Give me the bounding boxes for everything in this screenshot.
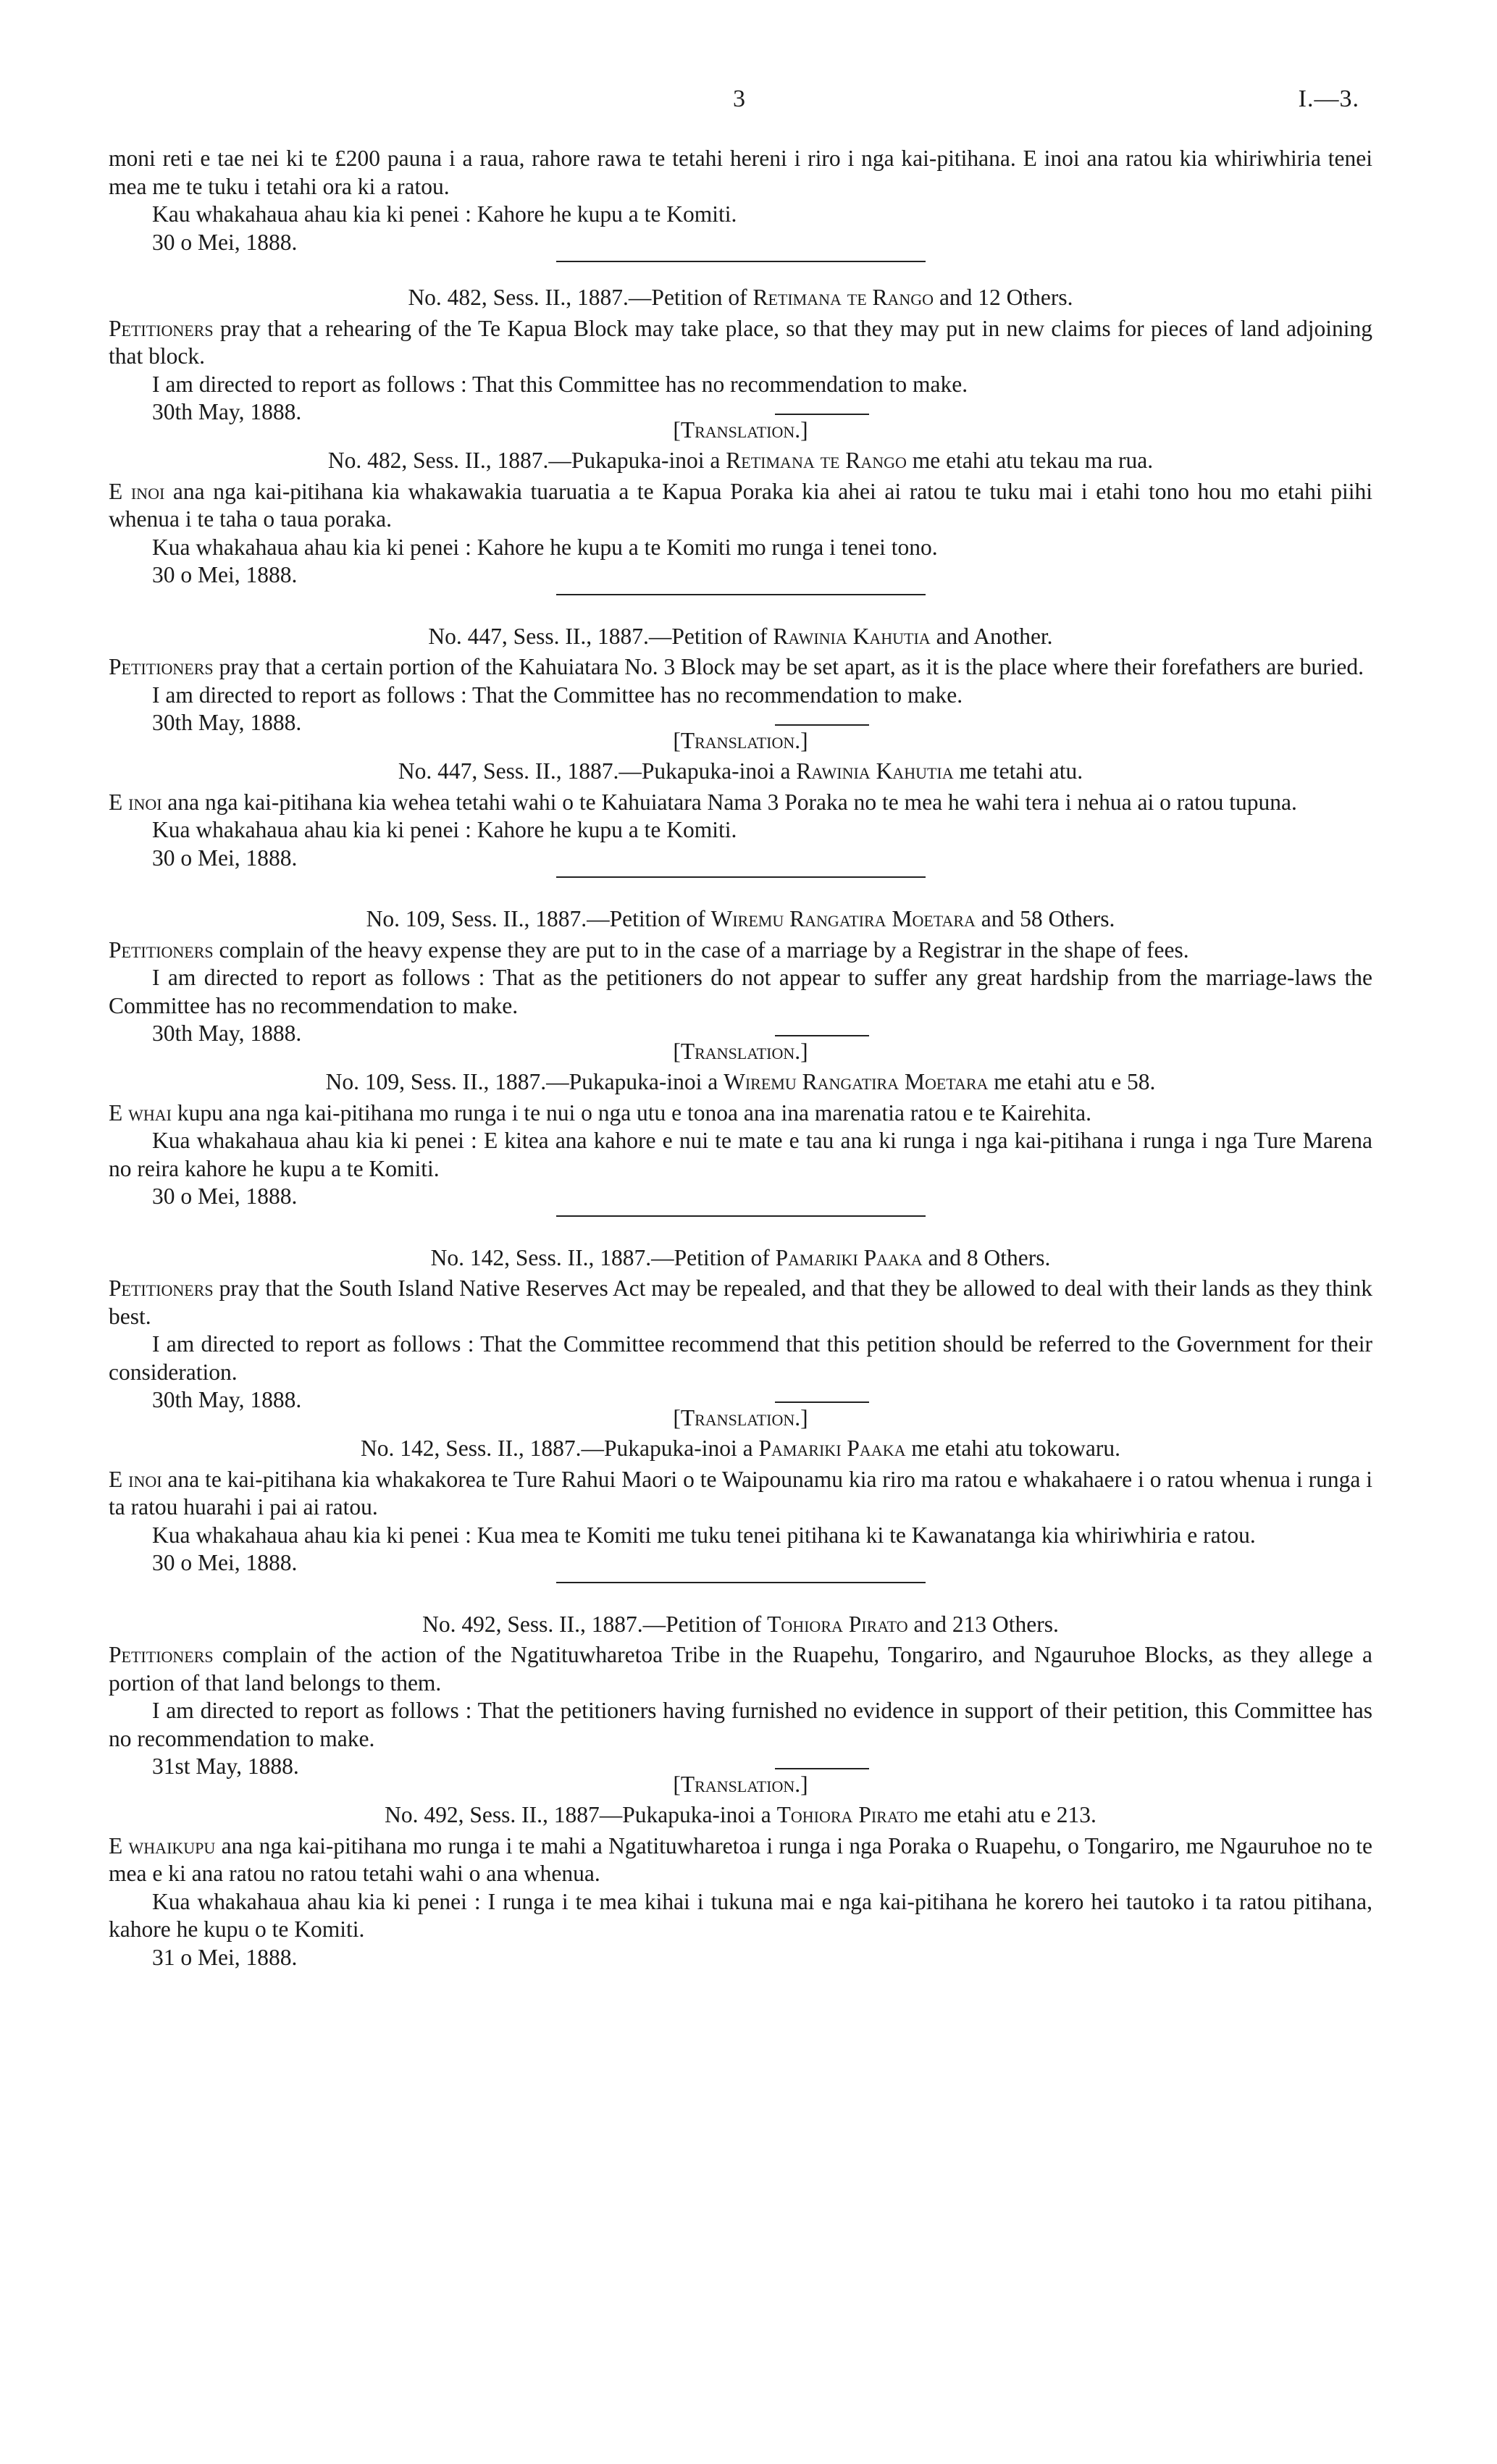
translation-date: 31 o Mei, 1888. [152, 1944, 298, 1970]
petition-body: Petitioners pray that a rehearing of the Te Kapua Block may take place, so that they may put in new claims for pieces of land adjoining that block. [109, 315, 1372, 369]
document-body [109, 145, 1372, 1971]
section-divider [556, 1582, 926, 1583]
translation-body: E inoi ana te kai-pitihana kia whakakorea te Ture Rahui Maori o te Waipounamu kia riro ma ratou e whakahaere i o ratou whenua i runga i ta ratou huarahi i pai ai ratou. [109, 1466, 1372, 1520]
translation-heading: [Translation.] [673, 1771, 808, 1797]
translation-body: E inoi ana nga kai-pitihana kia wehea tetahi wahi o te Kahuiatara Nama 3 Poraka no te mea he wahi tera i nehua ai o ratou tupuna. [109, 789, 1297, 815]
petition-body: Petitioners pray that the South Island Native Reserves Act may be repealed, and that they be allowed to deal with their lands as they think best. [109, 1275, 1372, 1329]
report-date: 30th May, 1888. [152, 399, 302, 424]
section-divider [556, 1215, 926, 1217]
translation-body: E whai kupu ana nga kai-pitihana mo runga i te nui o nga utu e tonoa ana ina marenatia ratou e te Kairehita. [109, 1099, 1092, 1126]
committee-report: I am directed to report as follows : That the Committee has no recommendation to make. [152, 682, 963, 708]
petitioner-name: Retimana te Rango [752, 285, 934, 310]
petition-body: Petitioners pray that a certain portion of the Kahuiatara No. 3 Block may be set apart, as it is the place where their forefathers are buried. [109, 654, 1364, 679]
opening-report: Kau whakahaua ahau kia ki penei : Kahore he kupu a te Komiti. [152, 201, 737, 227]
translation-body: E inoi ana nga kai-pitihana kia whakawakia tuaruatia a te Kapua Poraka kia ahei ai ratou te tuku mai i etahi tono hou mo etahi piihi whenua i te taha o taua poraka. [109, 478, 1372, 532]
petition-title: No. 482, Sess. II., 1887.—Petition of Retimana te Rango and 12 Others. [408, 285, 1073, 310]
petitioner-name: Rawinia Kahutia [773, 623, 931, 649]
translation-heading: [Translation.] [673, 1404, 808, 1430]
petition-section [109, 1244, 1372, 1583]
petitioner-name: Pamariki Paaka [775, 1244, 923, 1270]
translation-heading: [Translation.] [673, 416, 808, 443]
section-divider [556, 876, 926, 878]
translation-title: No. 447, Sess. II., 1887.—Pukapuka-inoi a Rawinia Kahutia me tetahi atu. [398, 758, 1083, 784]
translation-heading: [Translation.] [673, 1038, 808, 1064]
report-date: 31st May, 1888. [152, 1753, 299, 1779]
short-divider [775, 1768, 869, 1769]
opening-paragraph: moni reti e tae nei ki te £200 pauna i a raua, rahore rawa te tetahi hereni i riro i nga kai-pitihana. E inoi ana ratou kia whiriwhiria tenei mea me te tuku i tetahi ora ki a ratou. [109, 146, 1372, 199]
translation-date: 30 o Mei, 1888. [152, 845, 298, 871]
translation-heading: [Translation.] [673, 727, 808, 753]
translation-date: 30 o Mei, 1888. [152, 1550, 298, 1575]
short-divider [775, 1035, 869, 1036]
translation-report: Kua whakahaua ahau kia ki penei : E kitea ana kahore e nui te mate e tau ana ki runga i nga kai-pitihana i runga i nga Ture Marena no reira kahore he kupu a te Komiti. [109, 1128, 1372, 1181]
section-divider [556, 594, 926, 595]
committee-report: I am directed to report as follows : That this Committee has no recommendation to make. [152, 371, 968, 397]
translation-report: Kua whakahaua ahau kia ki penei : I runga i te mea kihai i tukuna mai e nga kai-pitihana he korero hei tautoko i ta ratou pitihana, kahore he kupu o te Komiti. [109, 1888, 1372, 1942]
petition-section [109, 623, 1372, 879]
translation-date: 30 o Mei, 1888. [152, 562, 298, 587]
petition-title: No. 142, Sess. II., 1887.—Petition of Pamariki Paaka and 8 Others. [430, 1244, 1051, 1270]
report-date: 30th May, 1888. [152, 710, 302, 735]
short-divider [775, 724, 869, 726]
translation-title: No. 482, Sess. II., 1887.—Pukapuka-inoi a Retimana te Rango me etahi atu tekau ma rua. [327, 448, 1154, 473]
committee-report: I am directed to report as follows : That the Committee recommend that this petition should be referred to the Government for their consideration. [109, 1331, 1372, 1385]
committee-report: I am directed to report as follows : That the petitioners having furnished no evidence in support of their petition, this Committee has no recommendation to make. [109, 1698, 1372, 1751]
translation-report: Kua whakahaua ahau kia ki penei : Kua mea te Komiti me tuku tenei pitihana ki te Kawanatanga kia whiriwhiria e ratou. [152, 1522, 1256, 1548]
petition-body: Petitioners complain of the action of the Ngatituwharetoa Tribe in the Ruapehu, Tongariro, and Ngauruhoe Blocks, as they allege a portion of that land belongs to them. [109, 1642, 1372, 1696]
report-date: 30th May, 1888. [152, 1021, 302, 1046]
translation-body: E whaikupu ana nga kai-pitihana mo runga i te mahi a Ngatituwharetoa i runga i nga Poraka o Ruapehu, o Tongariro, me Ngauruhoe no te mea e ki ana ratou no ratou tetahi wahi o ana whenua. [109, 1832, 1372, 1886]
translation-date: 30 o Mei, 1888. [152, 1183, 298, 1209]
short-divider [775, 414, 869, 415]
page-number: 3 [733, 85, 745, 112]
petition-section [109, 905, 1372, 1217]
document-page [109, 0, 1372, 2464]
translation-title: No. 492, Sess. II., 1887—Pukapuka-inoi a Tohiora Pirato me etahi atu e 213. [385, 1802, 1096, 1827]
page-reference: I.—3. [1298, 85, 1359, 112]
translation-title: No. 142, Sess. II., 1887.—Pukapuka-inoi a Pamariki Paaka me etahi atu tokowaru. [361, 1436, 1120, 1461]
petition-section [109, 284, 1372, 595]
petition-body: Petitioners complain of the heavy expense they are put to in the case of a marriage by a Registrar in the shape of fees. [109, 936, 1189, 963]
petition-title: No. 447, Sess. II., 1887.—Petition of Rawinia Kahutia and Another. [428, 623, 1053, 649]
opening-date: 30 o Mei, 1888. [152, 229, 298, 255]
petition-title: No. 492, Sess. II., 1887.—Petition of Tohiora Pirato and 213 Others. [422, 1611, 1059, 1637]
report-date: 30th May, 1888. [152, 1387, 302, 1412]
page-header [109, 85, 1372, 114]
petitioner-name: Tohiora Pirato [767, 1611, 908, 1637]
section-divider [556, 261, 926, 262]
committee-report: I am directed to report as follows : That as the petitioners do not appear to suffer any great hardship from the marriage-laws the Committee has no recommendation to make. [109, 965, 1372, 1018]
translation-title: No. 109, Sess. II., 1887.—Pukapuka-inoi a Wiremu Rangatira Moetara me etahi atu e 58. [325, 1069, 1156, 1094]
translation-report: Kua whakahaua ahau kia ki penei : Kahore he kupu a te Komiti. [152, 817, 737, 842]
petition-section [109, 1611, 1372, 1972]
petition-title: No. 109, Sess. II., 1887.—Petition of Wiremu Rangatira Moetara and 58 Others. [366, 906, 1115, 931]
translation-report: Kua whakahaua ahau kia ki penei : Kahore he kupu a te Komiti mo runga i tenei tono. [152, 534, 938, 560]
petitioner-name: Wiremu Rangatira Moetara [710, 906, 976, 931]
opening-section [109, 145, 1372, 256]
short-divider [775, 1401, 869, 1403]
